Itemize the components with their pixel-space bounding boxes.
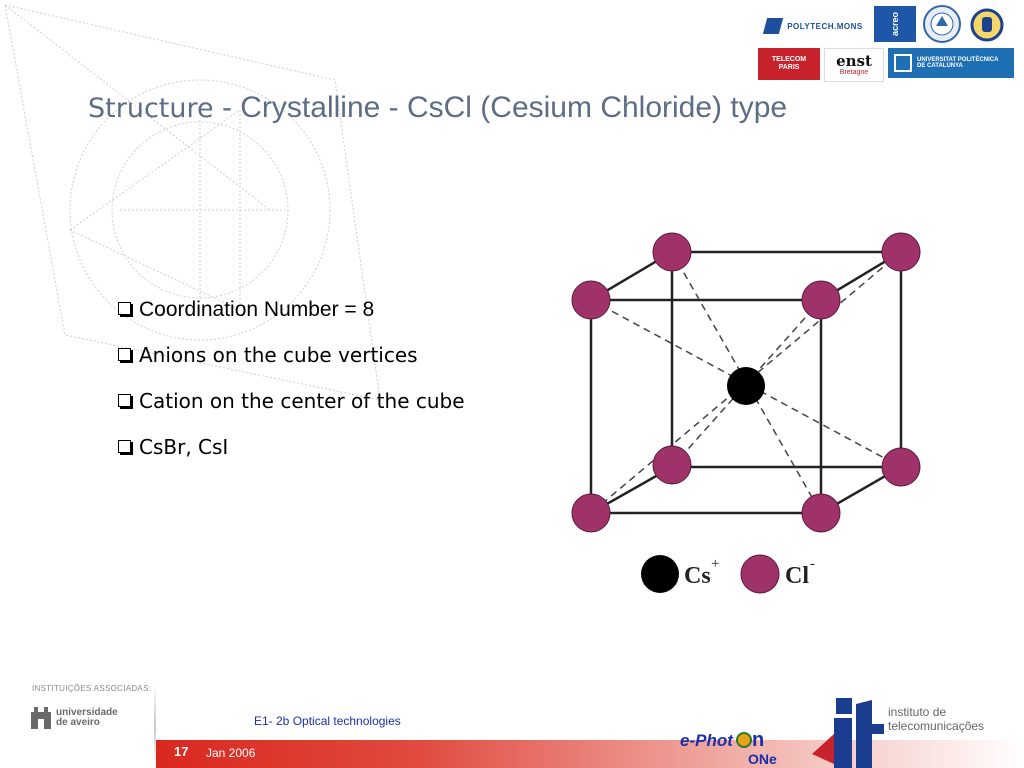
- cs-cation-atom: [727, 367, 765, 405]
- enst-bretagne-logo: enst Bretagne: [824, 48, 884, 82]
- aveiro-icon: [30, 706, 52, 730]
- cl-legend-swatch: [741, 555, 779, 593]
- it-logo: [808, 694, 888, 768]
- cscl-cube-diagram: [560, 222, 940, 612]
- cl-anion-atom: [653, 233, 691, 271]
- cl-legend-superscript: -: [810, 556, 815, 572]
- crest-logo: [970, 8, 1004, 42]
- universidade-aveiro-logo: universidade de aveiro: [30, 706, 118, 730]
- bullet-item: Coordination Number = 8: [118, 294, 488, 325]
- acreo-logo: acreo: [874, 6, 916, 42]
- polytech-icon: [763, 18, 783, 34]
- ephoton-n-text: n: [752, 729, 765, 751]
- cs-legend-label: Cs: [684, 563, 711, 589]
- upc-logo: UNIVERSITAT POLITÈCNICA DE CATALUNYA: [888, 48, 1014, 78]
- polytech-mons-logo: POLYTECH.MONS: [758, 12, 870, 40]
- bullet-item: Cation on the center of the cube: [118, 386, 488, 417]
- page-number: 17: [174, 744, 189, 759]
- cl-anion-atom: [802, 494, 840, 532]
- checkbox-bullet-icon: [118, 348, 131, 361]
- university-seal-logo: [922, 4, 962, 44]
- cl-anion-atom: [572, 281, 610, 319]
- ephoton-text: e-Phot: [680, 731, 733, 750]
- checkbox-bullet-icon: [118, 302, 131, 315]
- cl-legend-label: Cl: [785, 563, 809, 589]
- cs-legend-superscript: +: [711, 556, 720, 572]
- seal-icon: [922, 4, 962, 44]
- bullet-item: Anions on the cube vertices: [118, 340, 488, 371]
- partner-logos: [758, 4, 1018, 82]
- one-text: ONe: [748, 751, 777, 767]
- telecom-paris-logo: TELECOM PARIS: [758, 48, 820, 80]
- slide-title: Structure - Crystalline - CsCl (Cesium Chloride) type: [88, 91, 788, 124]
- cl-anion-atom: [653, 446, 691, 484]
- checkbox-bullet-icon: [118, 394, 131, 407]
- crest-icon: [970, 8, 1004, 42]
- cl-anion-atom: [882, 233, 920, 271]
- course-title: E1- 2b Optical technologies: [254, 714, 401, 728]
- bullet-item: CsBr, CsI: [118, 432, 488, 463]
- upc-icon: [894, 54, 912, 72]
- footer-bar: [156, 740, 1024, 768]
- footer-date: Jan 2006: [206, 746, 256, 760]
- institutions-label: INSTITUIÇÕES ASSOCIADAS:: [32, 684, 152, 693]
- cs-legend-swatch: [641, 555, 679, 593]
- instituto-telecomunicacoes-text: instituto de telecomunicações: [888, 705, 985, 733]
- bullet-list: [118, 294, 488, 478]
- cl-anion-atom: [572, 494, 610, 532]
- cl-anion-atom: [882, 448, 920, 486]
- ephoton-one-logo: [680, 724, 800, 768]
- cl-anion-atom: [802, 281, 840, 319]
- globe-icon: [737, 733, 751, 747]
- checkbox-bullet-icon: [118, 440, 131, 453]
